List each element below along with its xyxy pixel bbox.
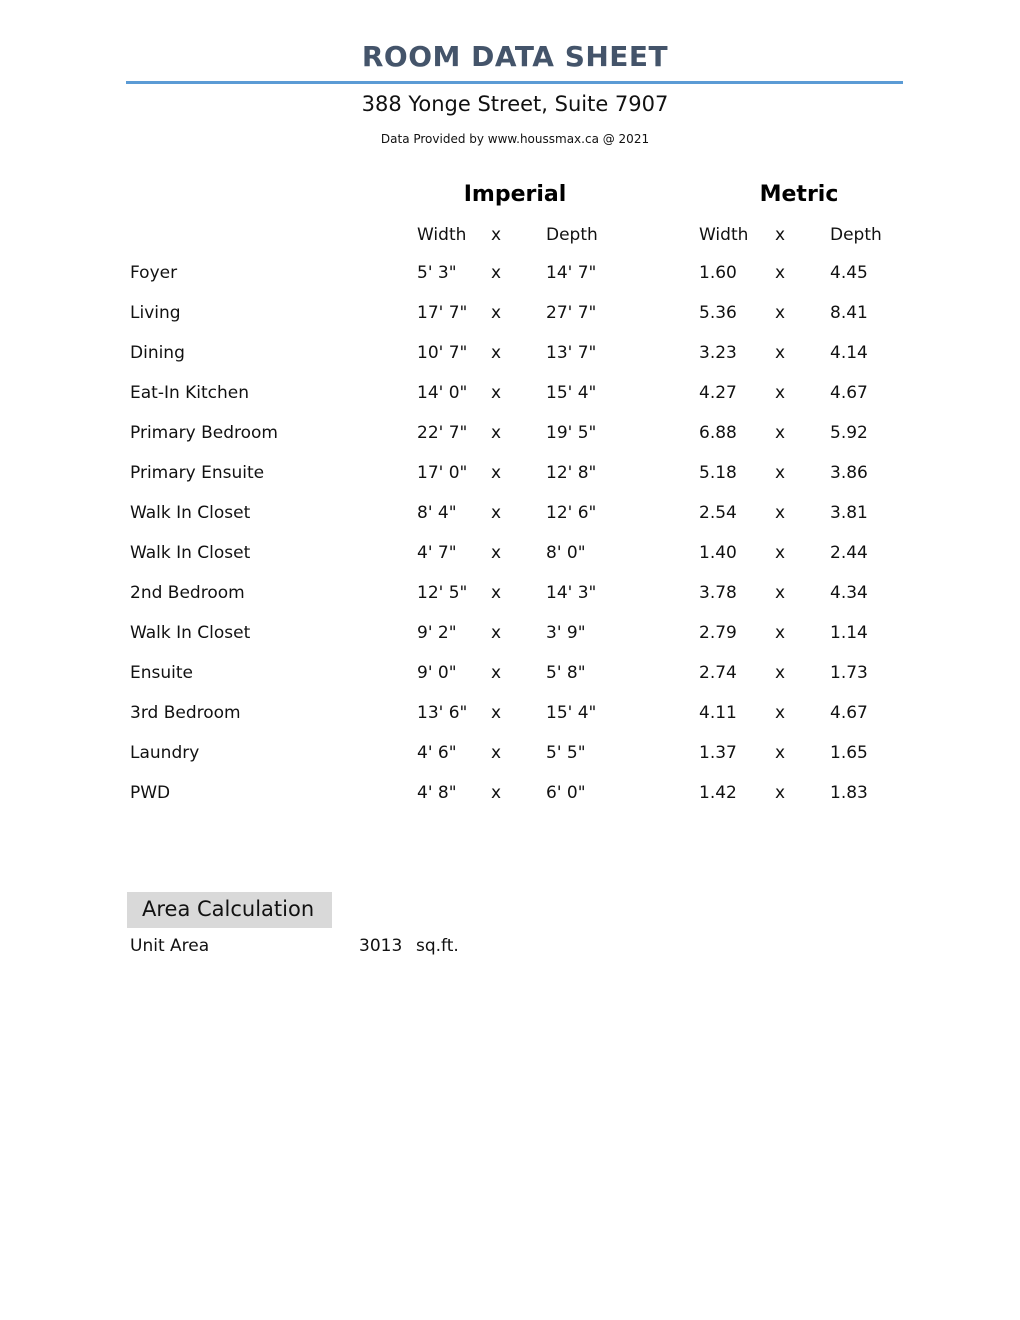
metric-separator: x [775,383,786,403]
metric-depth: 4.14 [830,343,868,363]
imperial-heading: Imperial [463,182,567,207]
imperial-width: 5' 3" [417,263,457,283]
page-title: ROOM DATA SHEET [361,40,669,73]
property-address: 388 Yonge Street, Suite 7907 [361,92,669,116]
imperial-separator: x [491,783,502,803]
area-calculation-title: Area Calculation [142,897,315,921]
metric-separator: x [775,423,786,443]
metric-separator: x [775,743,786,763]
imperial-depth: 5' 5" [546,743,586,763]
metric-depth: 4.67 [830,383,868,403]
unit-area-unit: sq.ft. [416,936,459,956]
metric-width-header: Width [699,225,749,245]
metric-separator: x [775,503,786,523]
metric-width: 1.60 [699,263,737,283]
metric-depth: 4.67 [830,703,868,723]
metric-separator: x [775,543,786,563]
room-name: 2nd Bedroom [130,583,245,603]
imperial-depth: 14' 3" [546,583,597,603]
metric-separator: x [775,463,786,483]
metric-depth: 3.81 [830,503,868,523]
metric-width: 4.11 [699,703,737,723]
metric-separator: x [775,263,786,283]
imperial-depth: 19' 5" [546,423,597,443]
imperial-separator: x [491,503,502,523]
room-name: Walk In Closet [130,623,251,643]
room-name: PWD [130,783,171,803]
imperial-width: 10' 7" [417,343,468,363]
room-name: Dining [130,343,185,363]
imperial-depth: 14' 7" [546,263,597,283]
metric-separator: x [775,343,786,363]
metric-width: 5.36 [699,303,737,323]
imperial-width: 17' 7" [417,303,468,323]
imperial-width: 17' 0" [417,463,468,483]
metric-heading: Metric [759,182,839,207]
metric-width: 6.88 [699,423,737,443]
metric-separator: x [775,303,786,323]
imperial-depth: 27' 7" [546,303,597,323]
metric-width: 2.79 [699,623,737,643]
metric-depth: 1.65 [830,743,868,763]
metric-width: 2.54 [699,503,737,523]
metric-width: 5.18 [699,463,737,483]
room-name: Living [130,303,181,323]
imperial-depth: 6' 0" [546,783,586,803]
unit-area-value: 3013 [359,936,403,956]
imperial-separator: x [491,583,502,603]
imperial-depth: 5' 8" [546,663,586,683]
title-divider [126,81,903,84]
imperial-depth: 15' 4" [546,383,597,403]
imperial-depth-header: Depth [546,225,598,245]
metric-depth: 4.45 [830,263,868,283]
metric-separator-header: x [775,225,786,245]
metric-depth: 3.86 [830,463,868,483]
imperial-separator-header: x [491,225,502,245]
imperial-separator: x [491,543,502,563]
imperial-depth: 13' 7" [546,343,597,363]
metric-width: 2.74 [699,663,737,683]
room-name: Primary Ensuite [130,463,265,483]
imperial-separator: x [491,423,502,443]
metric-depth: 5.92 [830,423,868,443]
room-name: Laundry [130,743,200,763]
metric-width: 3.23 [699,343,737,363]
metric-width: 1.37 [699,743,737,763]
metric-depth: 4.34 [830,583,868,603]
metric-width: 1.40 [699,543,737,563]
metric-separator: x [775,623,786,643]
metric-separator: x [775,703,786,723]
imperial-separator: x [491,343,502,363]
metric-separator: x [775,783,786,803]
imperial-width: 8' 4" [417,503,457,523]
imperial-separator: x [491,663,502,683]
imperial-depth: 12' 8" [546,463,597,483]
imperial-separator: x [491,463,502,483]
metric-width: 1.42 [699,783,737,803]
imperial-width: 4' 7" [417,543,457,563]
imperial-separator: x [491,263,502,283]
imperial-width: 9' 2" [417,623,457,643]
metric-width: 4.27 [699,383,737,403]
imperial-width: 22' 7" [417,423,468,443]
room-name: 3rd Bedroom [130,703,241,723]
imperial-width: 4' 8" [417,783,457,803]
imperial-width: 13' 6" [417,703,468,723]
imperial-depth: 15' 4" [546,703,597,723]
room-name: Foyer [130,263,178,283]
metric-separator: x [775,583,786,603]
imperial-separator: x [491,743,502,763]
imperial-width: 4' 6" [417,743,457,763]
imperial-depth: 8' 0" [546,543,586,563]
metric-depth: 2.44 [830,543,868,563]
room-name: Walk In Closet [130,503,251,523]
metric-separator: x [775,663,786,683]
metric-depth: 8.41 [830,303,868,323]
room-name: Eat-In Kitchen [130,383,250,403]
imperial-width-header: Width [417,225,467,245]
imperial-depth: 3' 9" [546,623,586,643]
room-name: Ensuite [130,663,193,683]
room-name: Walk In Closet [130,543,251,563]
metric-depth: 1.83 [830,783,868,803]
imperial-separator: x [491,383,502,403]
room-name: Primary Bedroom [130,423,278,443]
metric-depth: 1.14 [830,623,868,643]
data-credit: Data Provided by www.houssmax.ca @ 2021 [380,132,650,146]
unit-area-label: Unit Area [130,936,210,956]
imperial-separator: x [491,623,502,643]
imperial-width: 12' 5" [417,583,468,603]
metric-width: 3.78 [699,583,737,603]
metric-depth-header: Depth [830,225,882,245]
area-calculation-box [127,892,332,928]
imperial-separator: x [491,703,502,723]
imperial-depth: 12' 6" [546,503,597,523]
imperial-separator: x [491,303,502,323]
metric-depth: 1.73 [830,663,868,683]
imperial-width: 14' 0" [417,383,468,403]
imperial-width: 9' 0" [417,663,457,683]
